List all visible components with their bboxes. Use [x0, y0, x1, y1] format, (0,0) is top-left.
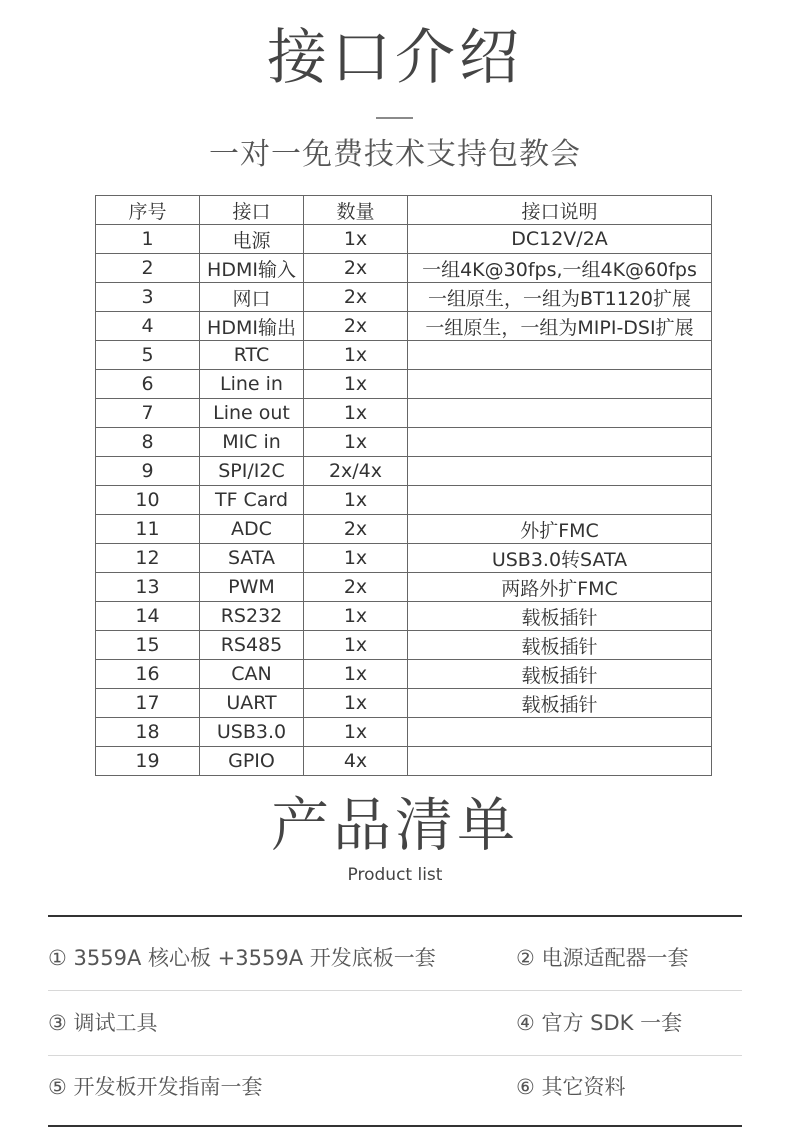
product-item: ⑤ 开发板开发指南一套 — [48, 1075, 263, 1099]
cell-quantity: 1x — [304, 399, 408, 428]
header-interface: 接口 — [200, 196, 304, 225]
list-top-divider — [48, 915, 742, 917]
cell-index: 10 — [96, 486, 200, 515]
cell-interface: PWM — [200, 573, 304, 602]
header-index: 序号 — [96, 196, 200, 225]
cell-interface: Line out — [200, 399, 304, 428]
cell-index: 17 — [96, 689, 200, 718]
interface-table — [95, 195, 712, 776]
interface-section-title: 接口介绍 — [267, 23, 523, 93]
cell-quantity: 1x — [304, 370, 408, 399]
table-row — [96, 457, 712, 486]
table-row — [96, 486, 712, 515]
cell-interface: UART — [200, 689, 304, 718]
cell-description: 一组原生，一组为MIPI-DSI扩展 — [408, 312, 712, 341]
table-row — [96, 370, 712, 399]
interface-table-body — [96, 225, 712, 776]
cell-description — [408, 486, 712, 515]
cell-quantity: 1x — [304, 718, 408, 747]
table-row — [96, 515, 712, 544]
cell-description: DC12V/2A — [408, 225, 712, 254]
cell-interface: SPI/I2C — [200, 457, 304, 486]
cell-quantity: 1x — [304, 486, 408, 515]
table-row — [96, 544, 712, 573]
cell-description: USB3.0转SATA — [408, 544, 712, 573]
table-row — [96, 399, 712, 428]
cell-quantity: 2x — [304, 254, 408, 283]
cell-interface: SATA — [200, 544, 304, 573]
header-quantity: 数量 — [304, 196, 408, 225]
cell-interface: CAN — [200, 660, 304, 689]
cell-interface: HDMI输入 — [200, 254, 304, 283]
cell-quantity: 1x — [304, 225, 408, 254]
cell-interface: HDMI输出 — [200, 312, 304, 341]
cell-index: 18 — [96, 718, 200, 747]
table-row — [96, 573, 712, 602]
cell-index: 11 — [96, 515, 200, 544]
cell-interface: RTC — [200, 341, 304, 370]
cell-description — [408, 428, 712, 457]
cell-interface: ADC — [200, 515, 304, 544]
header-description: 接口说明 — [408, 196, 712, 225]
cell-index: 19 — [96, 747, 200, 776]
cell-interface: RS232 — [200, 602, 304, 631]
cell-interface: 电源 — [200, 225, 304, 254]
cell-quantity: 2x — [304, 283, 408, 312]
product-section-subtitle: Product list — [347, 865, 443, 885]
cell-index: 16 — [96, 660, 200, 689]
table-row — [96, 254, 712, 283]
table-row — [96, 312, 712, 341]
cell-description — [408, 747, 712, 776]
product-item: ② 电源适配器一套 — [516, 946, 689, 970]
cell-quantity: 2x — [304, 515, 408, 544]
cell-quantity: 2x — [304, 312, 408, 341]
cell-description — [408, 457, 712, 486]
cell-index: 12 — [96, 544, 200, 573]
cell-interface: MIC in — [200, 428, 304, 457]
cell-index: 2 — [96, 254, 200, 283]
cell-description: 一组4K@30fps,一组4K@60fps — [408, 254, 712, 283]
list-row-divider — [48, 990, 742, 991]
cell-quantity: 4x — [304, 747, 408, 776]
cell-quantity: 1x — [304, 631, 408, 660]
title-divider — [376, 117, 413, 119]
cell-interface: 网口 — [200, 283, 304, 312]
table-row — [96, 428, 712, 457]
cell-interface: TF Card — [200, 486, 304, 515]
cell-quantity: 1x — [304, 544, 408, 573]
cell-quantity: 1x — [304, 428, 408, 457]
table-row — [96, 689, 712, 718]
cell-quantity: 1x — [304, 602, 408, 631]
cell-index: 7 — [96, 399, 200, 428]
cell-index: 15 — [96, 631, 200, 660]
cell-description: 载板插针 — [408, 631, 712, 660]
cell-index: 13 — [96, 573, 200, 602]
cell-index: 5 — [96, 341, 200, 370]
cell-interface: USB3.0 — [200, 718, 304, 747]
table-row — [96, 747, 712, 776]
cell-description — [408, 370, 712, 399]
interface-section-subtitle: 一对一免费技术支持包教会 — [209, 137, 581, 172]
product-item: ⑥ 其它资料 — [516, 1075, 626, 1099]
cell-description: 一组原生，一组为BT1120扩展 — [408, 283, 712, 312]
cell-index: 3 — [96, 283, 200, 312]
cell-description — [408, 341, 712, 370]
table-row — [96, 718, 712, 747]
cell-index: 8 — [96, 428, 200, 457]
product-item: ③ 调试工具 — [48, 1011, 158, 1035]
cell-quantity: 2x/4x — [304, 457, 408, 486]
product-item: ④ 官方 SDK 一套 — [516, 1011, 683, 1035]
cell-interface: RS485 — [200, 631, 304, 660]
cell-description: 载板插针 — [408, 602, 712, 631]
table-row — [96, 225, 712, 254]
table-row — [96, 631, 712, 660]
cell-quantity: 1x — [304, 341, 408, 370]
cell-quantity: 1x — [304, 689, 408, 718]
cell-index: 9 — [96, 457, 200, 486]
cell-description — [408, 399, 712, 428]
cell-description: 载板插针 — [408, 689, 712, 718]
cell-index: 4 — [96, 312, 200, 341]
cell-index: 6 — [96, 370, 200, 399]
product-section-title: 产品清单 — [270, 791, 519, 859]
cell-interface: Line in — [200, 370, 304, 399]
cell-description: 载板插针 — [408, 660, 712, 689]
cell-description: 外扩FMC — [408, 515, 712, 544]
table-row — [96, 660, 712, 689]
table-row — [96, 341, 712, 370]
cell-index: 1 — [96, 225, 200, 254]
cell-interface: GPIO — [200, 747, 304, 776]
list-row-divider — [48, 1055, 742, 1056]
cell-description — [408, 718, 712, 747]
product-item: ① 3559A 核心板 +3559A 开发底板一套 — [48, 946, 436, 970]
list-bottom-divider — [48, 1125, 742, 1127]
table-row — [96, 283, 712, 312]
cell-quantity: 2x — [304, 573, 408, 602]
table-header-row — [96, 196, 712, 225]
cell-index: 14 — [96, 602, 200, 631]
table-row — [96, 602, 712, 631]
cell-description: 两路外扩FMC — [408, 573, 712, 602]
cell-quantity: 1x — [304, 660, 408, 689]
